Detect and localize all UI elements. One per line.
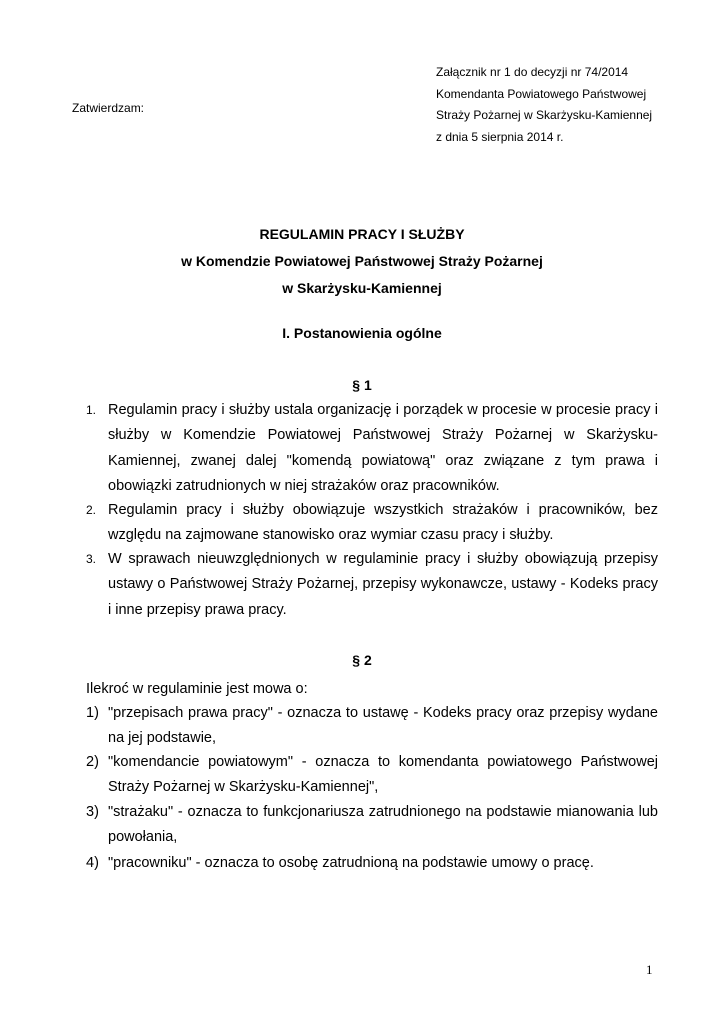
item-text: W sprawach nieuwzględnionych w regulaminie pracy i służby obowiązują przepisy ustawy o Państwowej Straży Pożarnej, przepisy wykonawcze, ustawy - Kodeks pracy i inne przepisy prawa pracy.: [108, 551, 658, 618]
item-number: 2.: [86, 503, 97, 517]
item-number: 3.: [86, 552, 97, 566]
document-title: [0, 221, 724, 302]
attachment-line: z dnia 5 sierpnia 2014 r.: [436, 129, 564, 144]
item-text: "przepisach prawa pracy" - oznacza to ustawę - Kodeks pracy oraz przepisy wydane na jej podstawie,: [108, 705, 658, 746]
page-number: 1: [646, 962, 653, 977]
item-number: 4): [86, 855, 99, 871]
item-text: "pracowniku" - oznacza to osobę zatrudnioną na podstawie umowy o pracę.: [108, 855, 594, 871]
item-text: Regulamin pracy i służby obowiązuje wszystkich strażaków i pracowników, bez względu na zajmowane stanowisko oraz wymiar czasu pracy i służby.: [108, 502, 658, 544]
definition-item: [86, 701, 658, 751]
chapter-heading: I. Postanowienia ogólne: [282, 325, 442, 341]
approval-label: Zatwierdzam:: [72, 101, 145, 115]
section-sign-1: § 1: [352, 377, 372, 393]
item-number: 3): [86, 804, 99, 820]
definitions-intro: Ilekroć w regulaminie jest mowa o:: [86, 681, 308, 697]
title-line: REGULAMIN PRACY I SŁUŻBY: [259, 226, 465, 242]
section-sign-2: § 2: [352, 652, 372, 668]
list-item: [86, 398, 658, 499]
item-number: 1.: [86, 403, 97, 417]
attachment-line: Załącznik nr 1 do decyzji nr 74/2014: [436, 65, 629, 79]
item-text: "komendancie powiatowym" - oznacza to komendanta powiatowego Państwowej Straży Pożarnej w Skarżysku-Kamiennej",: [108, 754, 658, 795]
item-number: 1): [86, 705, 99, 721]
item-number: 2): [86, 754, 99, 770]
attachment-line: Straży Pożarnej w Skarżysku-Kamiennej: [436, 108, 653, 122]
title-line: w Komendzie Powiatowej Państwowej Straży Pożarnej: [181, 253, 543, 269]
item-text: "strażaku" - oznacza to funkcjonariusza zatrudnionego na podstawie mianowania lub powołania,: [108, 804, 658, 845]
list-item: [86, 498, 658, 549]
definition-item: [86, 750, 658, 800]
attachment-note: [436, 62, 716, 148]
title-line: w Skarżysku-Kamiennej: [282, 280, 442, 296]
item-text: Regulamin pracy i służby ustala organizację i porządek w procesie w procesie pracy i służby w Komendzie Powiatowej Państwowej Straży Pożarnej w Skarżysku-Kamiennej, zwanej dalej "komendą powiatową" oraz związane z tym prawa i obowiązki zatrudnionych w niej strażaków oraz pracowników.: [108, 402, 658, 494]
definition-item: [86, 851, 658, 876]
list-item: [86, 547, 658, 623]
attachment-line: Komendanta Powiatowego Państwowej: [436, 86, 647, 101]
definition-item: [86, 800, 658, 850]
